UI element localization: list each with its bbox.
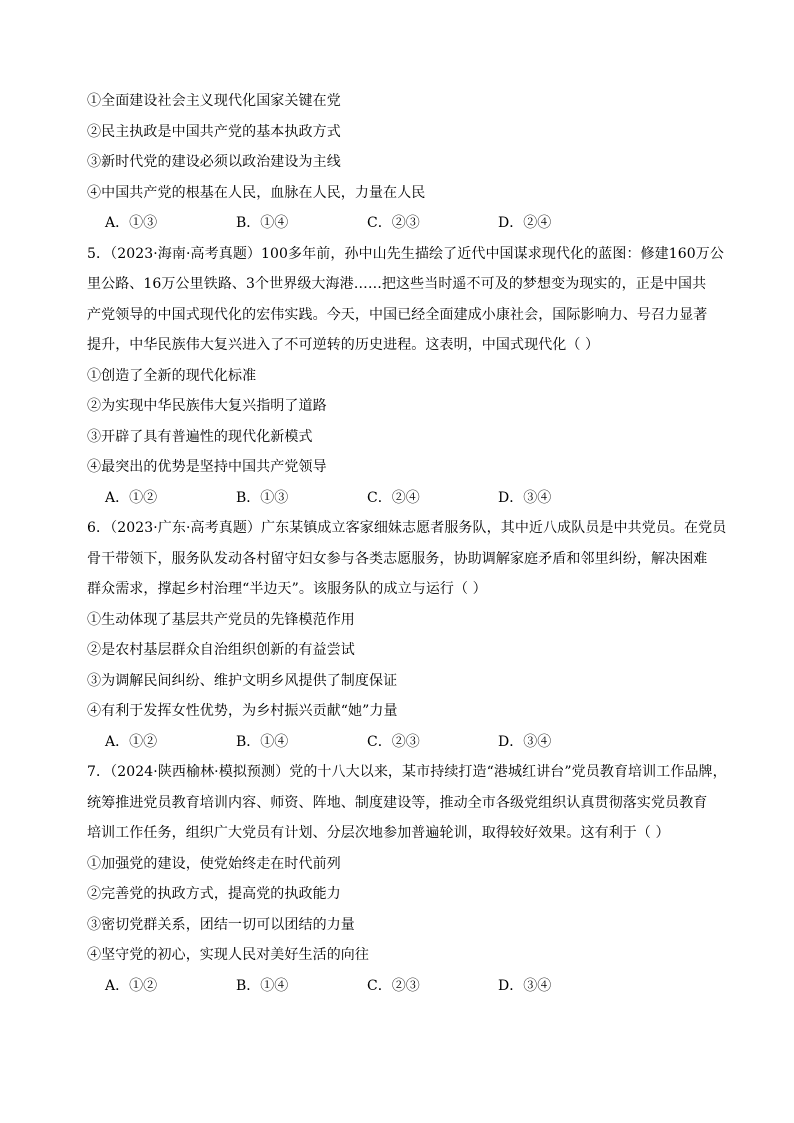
option-c: C．②③	[367, 733, 420, 750]
statement: ④坚守党的初心，实现人民对美好生活的向往	[87, 947, 369, 963]
option-b: B．①④	[236, 733, 289, 750]
stem-line: 5．（2023·海南·高考真题）100多年前，孙中山先生描绘了近代中国谋求现代化的蓝图：修建160万公	[87, 245, 724, 262]
option-a: A．①②	[105, 733, 158, 750]
option-b: B．①④	[236, 215, 289, 231]
statement: ①创造了全新的现代化标准	[87, 367, 257, 384]
stem-line: 6．（2023·广东·高考真题）广东某镇成立客家细妹志愿者服务队，其中近八成队员是中共党员。在党员	[87, 520, 727, 536]
stem-line: 里公路、16万公里铁路、3个世界级大海港……把这些当时遥不可及的梦想变为现实的，正是中国共	[87, 276, 707, 292]
stem-line: 培训工作任务，组织广大党员有计划、分层次地参加普遍轮训，取得较好效果。这有利于（ ）	[87, 825, 670, 841]
statement: ④最突出的优势是坚持中国共产党领导	[87, 459, 327, 475]
statement: ④有利于发挥女性优势，为乡村振兴贡献“她”力量	[87, 703, 398, 719]
statement: ②为实现中华民族伟大复兴指明了道路	[87, 398, 327, 414]
statement: ②完善党的执政方式，提高党的执政能力	[87, 886, 341, 902]
stem-line: 产党领导的中国式现代化的宏伟实践。今天，中国已经全面建成小康社会，国际影响力、号召力显著	[87, 306, 708, 323]
question-4	[87, 86, 719, 239]
stem-line: 7．（2024·陕西榆林·模拟预测）党的十八大以来，某市持续打造“港城红讲台”党员教育培训工作品牌，	[87, 764, 727, 780]
document-page	[87, 86, 727, 1001]
statement: ③开辟了具有普遍性的现代化新模式	[87, 428, 313, 445]
option-a: A．①②	[105, 977, 158, 994]
statement: ①生动体现了基层共产党员的先锋模范作用	[87, 611, 355, 628]
option-c: C．②③	[367, 215, 420, 231]
option-b: B．①③	[236, 489, 289, 506]
option-d: D．③④	[498, 489, 552, 506]
question-stem	[87, 513, 727, 605]
stem-line: 群众需求，撑起乡村治理“半边天”。该服务队的成立与运行（ ）	[87, 581, 487, 597]
statement: ②民主执政是中国共产党的基本执政方式	[87, 123, 341, 140]
stem-line: 统筹推进党员教育培训内容、师资、阵地、制度建设等，推动全市各级党组织认真贯彻落实党员教育	[87, 794, 708, 811]
question-stem	[87, 757, 727, 849]
statement: ③密切党群关系，团结一切可以团结的力量	[87, 916, 355, 933]
answer-options	[87, 971, 719, 1002]
statement: ①全面建设社会主义现代化国家关键在党	[87, 93, 341, 109]
answer-options	[87, 208, 719, 239]
statement: ①加强党的建设，使党始终走在时代前列	[87, 855, 341, 872]
statement: ③为调解民间纠纷、维护文明乡风提供了制度保证	[87, 672, 398, 689]
statement: ③新时代党的建设必须以政治建设为主线	[87, 154, 341, 170]
statement: ②是农村基层群众自治组织创新的有益尝试	[87, 642, 355, 658]
statement: ④中国共产党的根基在人民，血脉在人民，力量在人民	[87, 184, 426, 201]
answer-options	[87, 727, 719, 758]
question-5	[87, 239, 724, 514]
option-a: A．①②	[105, 489, 158, 506]
question-6	[87, 513, 727, 757]
option-c: C．②④	[367, 489, 420, 506]
option-c: C．②③	[367, 977, 420, 994]
option-a: A．①③	[105, 215, 158, 231]
stem-line: 骨干带领下，服务队发动各村留守妇女参与各类志愿服务，协助调解家庭矛盾和邻里纠纷，解决困难	[87, 550, 708, 567]
question-stem	[87, 239, 724, 361]
option-d: D．③④	[498, 977, 552, 994]
option-d: D．③④	[498, 733, 552, 750]
option-b: B．①④	[236, 977, 289, 994]
stem-line: 提升，中华民族伟大复兴进入了不可逆转的历史进程。这表明，中国式现代化（ ）	[87, 337, 600, 353]
question-7	[87, 757, 727, 1001]
option-d: D．②④	[498, 215, 552, 231]
answer-options	[87, 483, 719, 514]
